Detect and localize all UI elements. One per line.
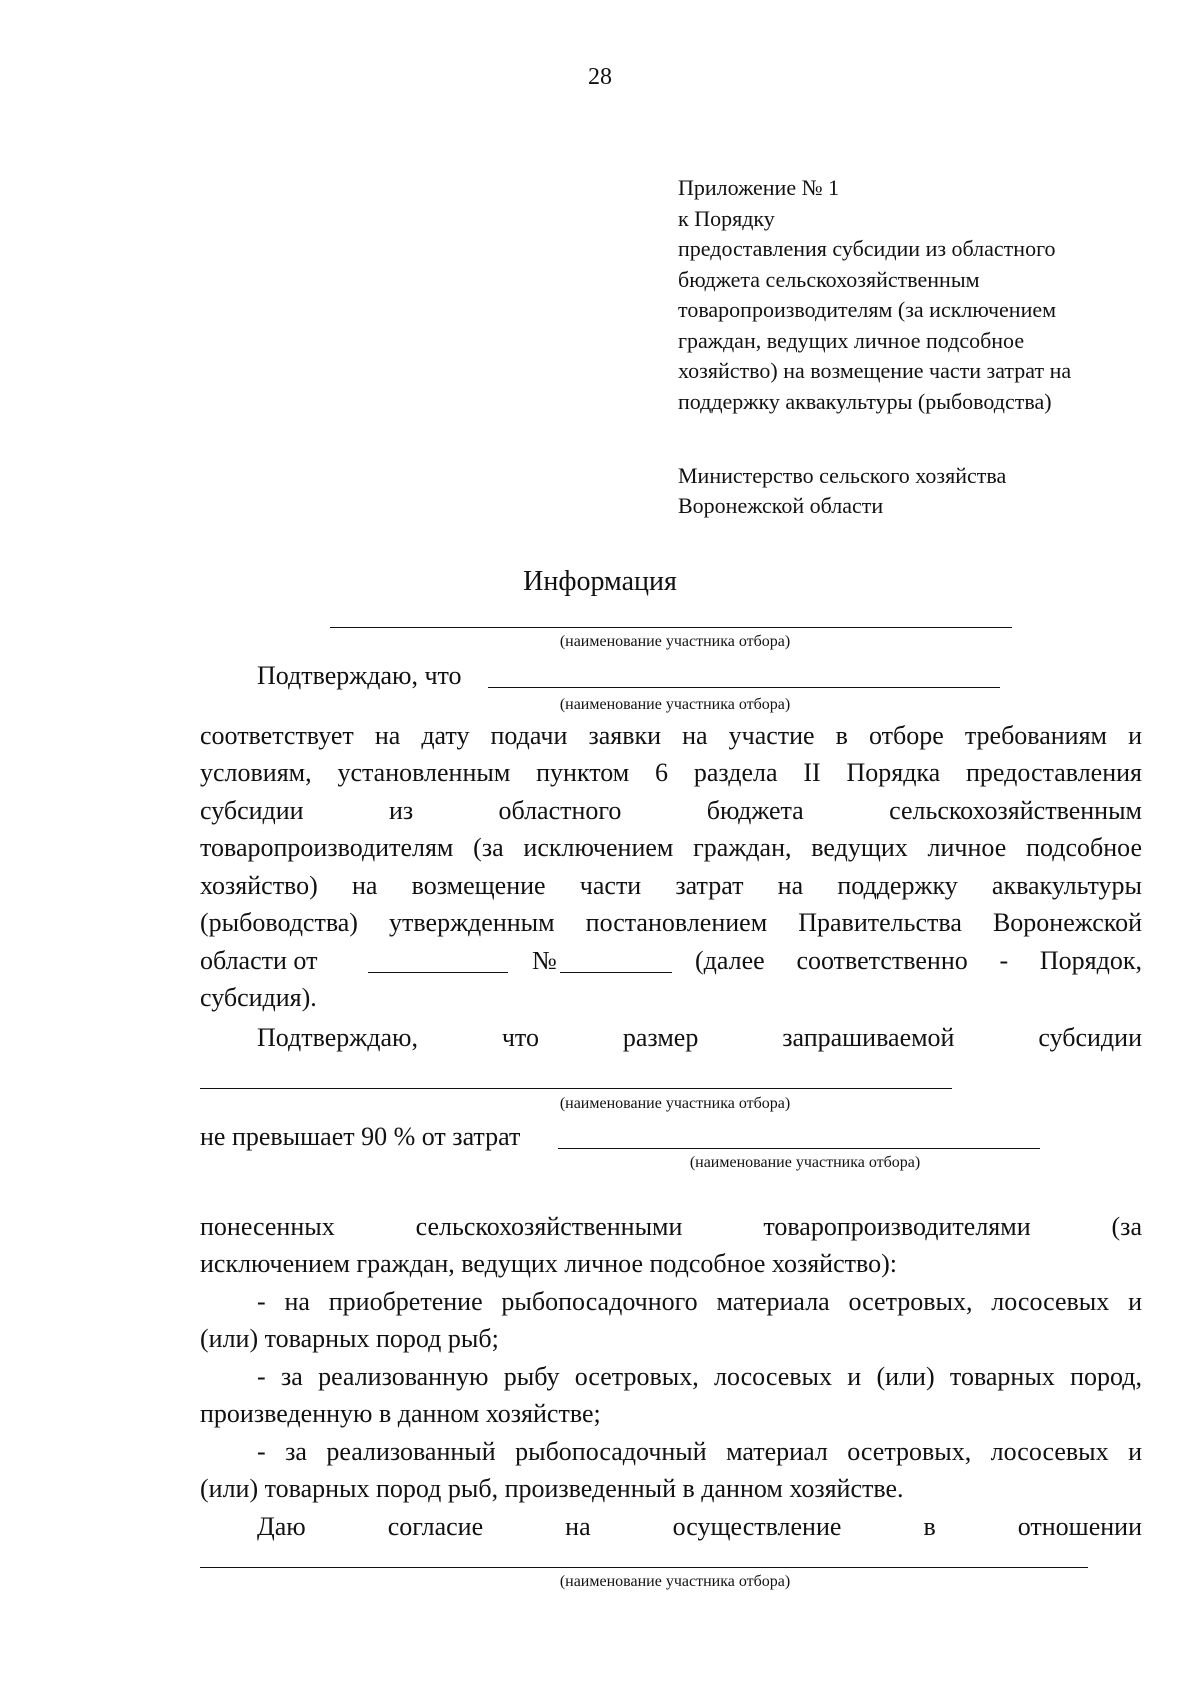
body-line: Подтверждаю, что размер запрашиваемой субсидии [257,1023,1142,1052]
participant-name-line [558,1148,1040,1149]
appendix-line: предоставления субсидии из областного [678,236,1056,261]
field-caption: (наименование участника отбора) [689,1154,921,1171]
bullet-line: - за реализованную рыбу осетровых, лососевых и (или) товарных пород, [257,1362,1142,1391]
participant-name-line [200,1567,1088,1568]
body-line: соответствует на дату подачи заявки на участие в отборе требованиям и [200,721,1142,750]
field-caption: (наименование участника отбора) [559,633,791,650]
body-line: Даю согласие на осуществление в отношении [257,1512,1142,1541]
appendix-line: Приложение № 1 [678,175,840,200]
number-sign: № [532,946,557,975]
document-title: Информация [523,566,677,597]
field-caption: (наименование участника отбора) [559,1095,791,1112]
body-line: субсидия). [200,983,317,1012]
participant-name-line [488,687,1000,688]
field-caption: (наименование участника отбора) [559,1573,791,1590]
body-line-end: (далее соответственно - Порядок, [695,946,1142,975]
bullet-line: (или) товарных пород рыб, произведенный в данном хозяйстве. [200,1474,904,1503]
number-line [560,972,672,973]
body-line: не превышает 90 % от затрат [200,1122,521,1151]
body-line: субсидии из областного бюджета сельскохозяйственным [200,796,1142,825]
bullet-line: произведенную в данном хозяйстве; [200,1399,601,1428]
body-line: товаропроизводителям (за исключением граждан, ведущих личное подсобное [200,833,1142,862]
page-number: 28 [588,64,612,90]
appendix-block [678,173,1178,417]
confirm-lead: Подтверждаю, что [257,661,462,690]
participant-name-line [200,1088,952,1089]
addressee-line: Воронежской области [678,493,884,518]
bullet-line: - на приобретение рыбопосадочного материала осетровых, лососевых и [257,1287,1142,1316]
date-line [368,972,508,973]
appendix-line: хозяйство) на возмещение части затрат на [678,358,1072,383]
participant-name-line [330,627,1012,628]
body-line: условиям, установленным пунктом 6 раздела II Порядка предоставления [200,758,1142,787]
body-line: понесенных сельскохозяйственными товаропроизводителями (за [200,1212,1142,1241]
bullet-line: (или) товарных пород рыб; [200,1324,499,1353]
appendix-line: граждан, ведущих личное подсобное [678,327,1025,353]
appendix-line: поддержку аквакультуры (рыбоводства) [678,388,1052,414]
appendix-line: к Порядку [678,205,775,231]
body-line: исключением граждан, ведущих личное подсобное хозяйство): [200,1249,897,1278]
addressee-block [678,461,1178,521]
bullet-line: - за реализованный рыбопосадочный материал осетровых, лососевых и [257,1437,1142,1466]
appendix-line: товаропроизводителям (за исключением [678,297,1057,322]
field-caption: (наименование участника отбора) [559,696,791,713]
appendix-line: бюджета сельскохозяйственным [678,266,980,292]
addressee-line: Министерство сельского хозяйства [678,463,1007,488]
body-line: хозяйство) на возмещение части затрат на поддержку аквакультуры [200,871,1142,900]
body-line: (рыбоводства) утвержденным постановлением Правительства Воронежской [200,908,1142,937]
body-line-start: области от [200,946,318,975]
